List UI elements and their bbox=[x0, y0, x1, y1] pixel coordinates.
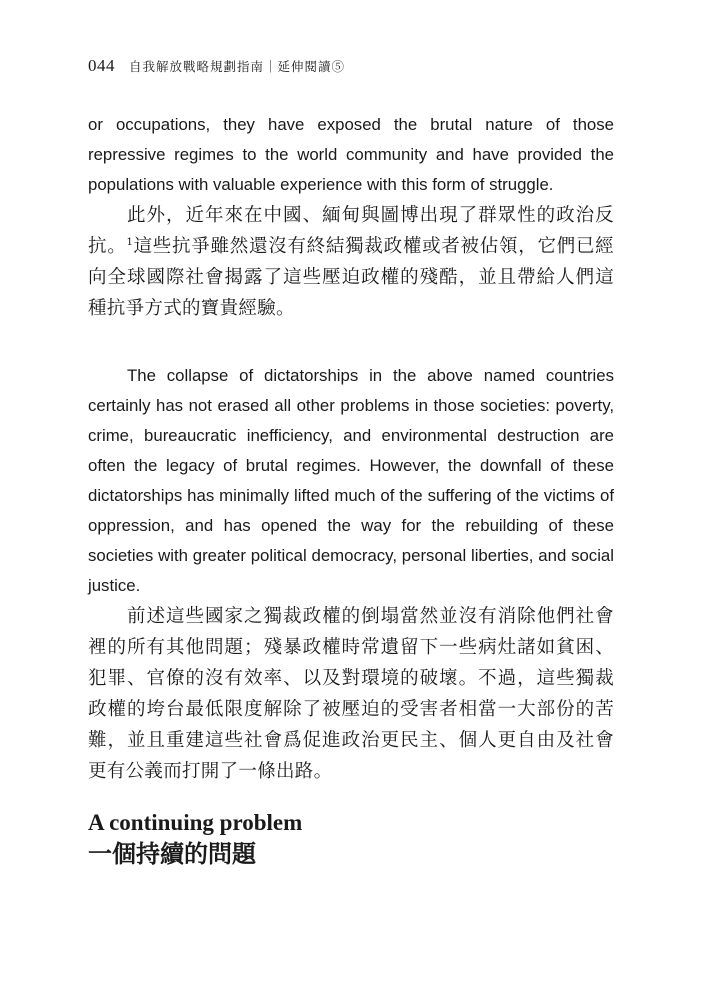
chinese-paragraph-1 bbox=[88, 200, 614, 324]
section-heading-chinese: 一個持續的問題 bbox=[88, 839, 256, 868]
section-heading-english: A continuing problem bbox=[88, 810, 303, 835]
chinese-paragraph-1-text-a: 此外，近年來在中國、緬甸與圖博出現了群眾性的政治反抗。 bbox=[88, 205, 614, 257]
page-number: 044 bbox=[88, 56, 115, 75]
running-title: 自我解放戰略規劃指南｜延伸閱讀⑤ bbox=[129, 59, 346, 74]
chinese-paragraph-2: 前述這些國家之獨裁政權的倒塌當然並沒有消除他們社會裡的所有其他問題；殘暴政權時常遺留下一些病灶諸如貧困、犯罪、官僚的沒有效率、以及對環境的破壞。不過，這些獨裁政權的垮台最低限度解除了被壓迫的受害者相當一大部份的苦難，並且重建這些社會爲促進政治更民主、個人更自由及社會更有公義而打開了一條出路。 bbox=[88, 606, 614, 782]
footnote-marker[interactable]: 1 bbox=[126, 236, 134, 248]
chinese-paragraph-1-text-b: 這些抗爭雖然還沒有終結獨裁政權或者被佔領，它們已經向全球國際社會揭露了這些壓迫政權的殘酷，並且帶給人們這種抗爭方式的寶貴經驗。 bbox=[88, 236, 614, 319]
page-body bbox=[88, 110, 614, 871]
english-paragraph-continued: or occupations, they have exposed the brutal nature of those repressive regimes to the world community and have provided the populations with valuable experience with this form of struggle. bbox=[88, 115, 614, 194]
page-header bbox=[88, 56, 345, 76]
english-paragraph-2: The collapse of dictatorships in the above named countries certainly has not erased all other problems in those societies: poverty, crime, bureaucratic inefficiency, and environmental destruction are often the legacy of brutal regimes. However, the downfall of these dictatorships has minimally lifted much of the suffering of the victims of oppression, and has opened the way for the rebuilding of these societies with greater political democracy, personal liberties, and social justice. bbox=[88, 366, 614, 595]
